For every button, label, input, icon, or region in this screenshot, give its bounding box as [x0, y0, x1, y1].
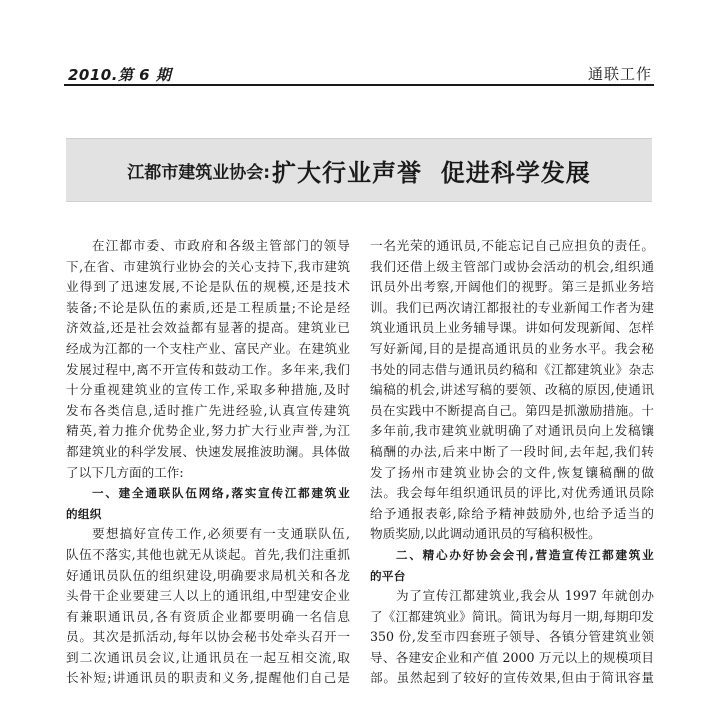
text-line: 写好新闻,目的是提高通讯员的业务水平。我会秘	[370, 340, 654, 356]
text-line: 发了扬州市建筑业协会的文件,恢复镶稿酬的做	[370, 464, 654, 480]
text-line: 给予通报表彰,除给予精神鼓励外,也给予适当的	[370, 505, 654, 521]
text-line: 了《江都建筑业》简讯。简讯为每月一期,每期印发	[370, 608, 654, 624]
text-line: 了以下几方面的工作:	[66, 464, 184, 480]
text-line: 训。我们已两次请江都报社的专业新闻工作者为建	[370, 299, 654, 315]
text-line: 物质奖励,以此调动通讯员的写稿积极性。	[370, 526, 601, 542]
text-line: 业得到了迅速发展,不论是队伍的规模,还是技术	[66, 279, 350, 295]
text-line: 好通讯员队伍的组织建设,明确要求局机关和各龙	[66, 567, 350, 583]
article-title-banner	[66, 138, 652, 202]
running-header	[64, 60, 654, 86]
section-heading-2-cont: 的平台	[370, 568, 406, 583]
text-line: 装备;不论是队伍的素质,还是工程质量;不论是经	[66, 299, 350, 315]
text-line: 长补短;讲通讯员的职责和义务,提醒他们自己是	[66, 670, 350, 686]
section-heading-2: 二、精心办好协会会刊,营造宣传江都建筑业	[396, 547, 654, 562]
title-main: 扩大行业声誉 促进科学发展	[272, 158, 591, 187]
text-line: 到二次通讯员会议,让通讯员在一起互相交流,取	[66, 649, 350, 665]
text-line: 为了宣传江都建筑业,我会从 1997 年就创办	[396, 588, 654, 604]
left-column	[66, 236, 350, 689]
text-line: 多年前,我市建筑业就明确了对通讯员向上发稿镶	[370, 423, 654, 439]
text-line: 法。我会每年组织通讯员的评比,对优秀通讯员除	[370, 485, 654, 501]
text-line: 济效益,还是社会效益都有显著的提高。建筑业已	[66, 320, 350, 336]
text-line: 发布各类信息,适时推广先进经验,认真宣传建筑	[66, 402, 350, 418]
section-name: 通联工作	[587, 65, 652, 83]
title-prefix: 江都市建筑业协会:	[127, 162, 271, 183]
text-line: 部。虽然起到了较好的宣传效果,但由于简讯容量	[370, 670, 654, 686]
text-line: 有兼职通讯员,各有资质企业都要明确一名信息	[66, 608, 350, 624]
text-line: 发展过程中,离不开宣传和鼓动工作。多年来,我们	[66, 361, 350, 377]
text-line: 下,在省、市建筑行业协会的关心支持下,我市建筑	[66, 258, 350, 274]
text-line: 筑业通讯员上业务辅导课。讲如何发现新闻、怎样	[370, 320, 654, 336]
text-line: 在江都市委、市政府和各级主管部门的领导	[92, 238, 350, 253]
text-line: 队伍不落实,其他也就无从谈起。首先,我们注重抓	[66, 546, 350, 562]
text-line: 书处的同志借与通讯员约稿和《江都建筑业》杂志	[370, 361, 654, 377]
text-line: 编稿的机会,讲述写稿的要领、改稿的原因,使通讯	[370, 382, 654, 398]
text-line: 我们还借上级主管部门或协会活动的机会,组织通	[370, 258, 654, 274]
issue-number: 2010.第 6 期	[68, 66, 172, 84]
text-line: 350 份,发至市四套班子领导、各镇分管建筑业领	[370, 629, 654, 645]
section-heading-1-cont: 的组织	[66, 506, 102, 521]
text-line: 讯员外出考察,开阔他们的视野。第三是抓业务培	[370, 279, 654, 295]
section-heading-1: 一、建全通联队伍网络,落实宣传江都建筑业	[92, 486, 350, 501]
text-line: 员。其次是抓活动,每年以协会秘书处牵头召开一	[66, 629, 350, 645]
text-line: 员在实践中不断提高自己。第四是抓激励措施。十	[370, 402, 654, 418]
text-line: 头骨干企业要建三人以上的通讯组,中型建安企业	[66, 588, 350, 604]
text-line: 导、各建安企业和产值 2000 万元以上的规模项目	[370, 649, 654, 665]
text-line: 都建筑业的科学发展、快速发展推波助澜。具体做	[66, 443, 350, 459]
text-line: 稿酬的办法,后来中断了一段时间,去年起,我们转	[370, 443, 654, 459]
text-line: 精英,着力推介优势企业,努力扩大行业声誉,为江	[66, 423, 350, 439]
text-line: 要想搞好宣传工作,必须要有一支通联队伍,	[92, 526, 350, 542]
text-line: 经成为江都的一个支柱产业、富民产业。在建筑业	[66, 340, 350, 356]
text-line: 一名光荣的通讯员,不能忘记自己应担负的责任。	[370, 238, 654, 253]
right-column	[370, 236, 654, 689]
text-line: 十分重视建筑业的宣传工作,采取多种措施,及时	[66, 382, 350, 398]
